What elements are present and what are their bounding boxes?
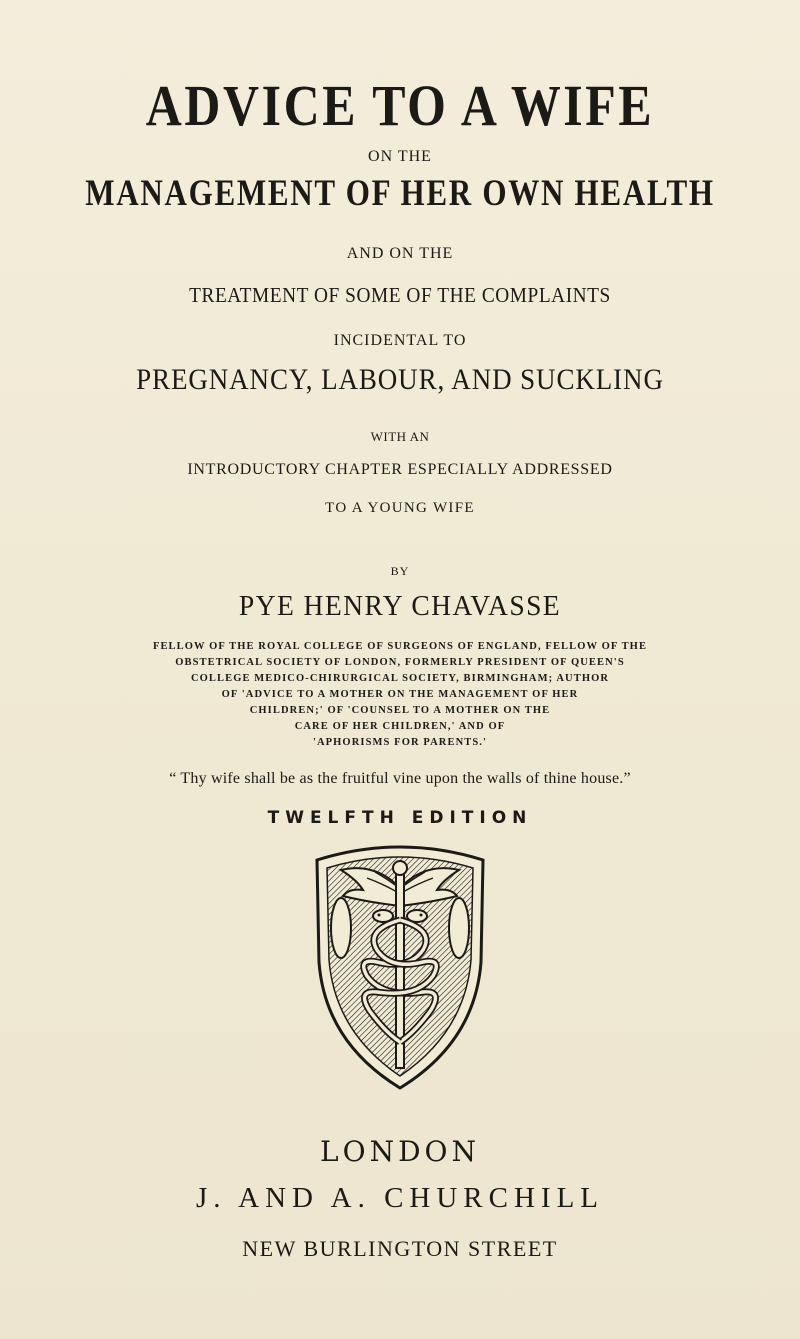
author-credential-line: FELLOW OF THE ROYAL COLLEGE OF SURGEONS OF ENGLAND, FELLOW OF THE	[152, 641, 648, 652]
caduceus-shield-emblem-icon	[305, 842, 495, 1092]
author-credential-line: OF 'ADVICE TO A MOTHER ON THE MANAGEMENT OF HER	[221, 689, 579, 700]
book-subtitle: MANAGEMENT OF HER OWN HEALTH	[85, 173, 715, 214]
author-credential-line: 'APHORISMS FOR PARENTS.'	[312, 737, 488, 748]
book-title: ADVICE TO A WIFE	[145, 73, 655, 138]
introductory-line: INTRODUCTORY CHAPTER ESPECIALLY ADDRESSED	[187, 461, 613, 478]
author-credential-line: OBSTETRICAL SOCIETY OF LONDON, FORMERLY PRESIDENT OF QUEEN'S	[175, 657, 625, 668]
incidental-line: INCIDENTAL TO	[333, 332, 467, 349]
young-wife-line: TO A YOUNG WIFE	[325, 500, 475, 516]
edition-label: TWELFTH EDITION	[267, 808, 533, 828]
on-the-line: ON THE	[368, 148, 432, 165]
by-line: BY	[390, 564, 410, 578]
and-on-the-line: AND ON THE	[346, 245, 454, 262]
imprint-publisher: J. AND A. CHURCHILL	[195, 1182, 605, 1214]
pregnancy-line: PREGNANCY, LABOUR, AND SUCKLING	[136, 363, 664, 396]
author-credential-line: CARE OF HER CHILDREN,' AND OF	[294, 721, 506, 732]
imprint-street: NEW BURLINGTON STREET	[242, 1236, 558, 1261]
author-credential-line: COLLEGE MEDICO-CHIRURGICAL SOCIETY, BIRMINGHAM; AUTHOR	[190, 673, 610, 684]
imprint-city: LONDON	[320, 1135, 480, 1168]
epigraph-quote: “ Thy wife shall be as the fruitful vine upon the walls of thine house.”	[169, 770, 631, 787]
treatment-line: TREATMENT OF SOME OF THE COMPLAINTS	[189, 283, 611, 307]
author-credential-line: CHILDREN;' OF 'COUNSEL TO A MOTHER ON THE	[249, 705, 551, 716]
with-an-line: WITH AN	[370, 429, 430, 444]
author-name: PYE HENRY CHAVASSE	[238, 590, 562, 622]
